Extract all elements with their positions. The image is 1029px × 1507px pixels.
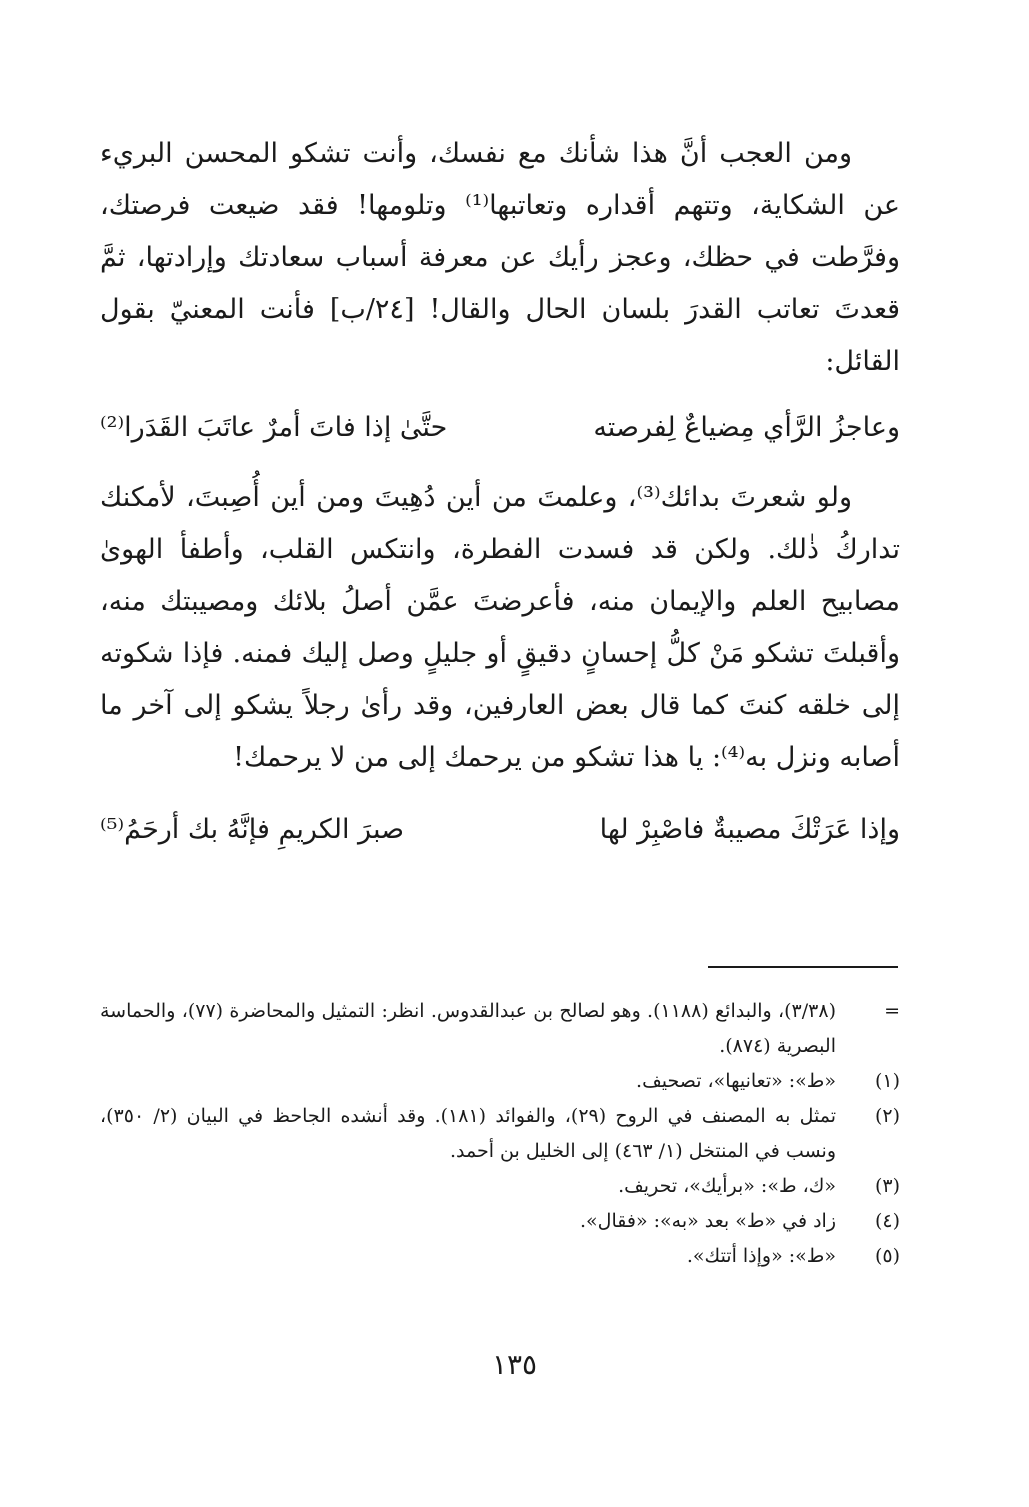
verse-1-first-hemistich: وعاجزُ الرَّأي مِضياعٌ لِفرصته	[593, 412, 900, 443]
page-number: ١٣٥	[491, 1348, 538, 1381]
footnote-marker: =	[884, 1000, 900, 1022]
footnote-4	[100, 1204, 900, 1239]
verse-2	[100, 804, 900, 856]
main-text	[100, 128, 900, 874]
paragraph-2: ولو شعرتَ بدائك⁽³⁾، وعلمتَ من أين دُهِيتَ ومن أين أُصِبتَ، لأمكنك تداركُ ذٰلك. ولكن قد فسدت الفطرة، وانتكس القلب، وأطفأ الهوىٰ مصابيح العلم والإيمان منه، فأعرضتَ عمَّن أصلُ بلائك ومصيبتك منه، وأقبلتَ تشكو مَنْ كلُّ إحسانٍ دقيقٍ أو جليلٍ وصل إليك فمنه. فإذا شكوته إلى خلقه كنتَ كما قال بعض العارفين، وقد رأىٰ رجلاً يشكو إلى آخر ما أصابه ونزل به⁽⁴⁾: يا هذا تشكو من يرحمك إلى من لا يرحمك!	[100, 482, 900, 773]
footnote-marker: (٤)	[874, 1210, 900, 1232]
verse-1-second-hemistich: حتَّىٰ إذا فاتَ أمرٌ عاتَبَ القَدَرا⁽²⁾	[100, 412, 448, 443]
verse-2-first-hemistich: وإذا عَرَتْكَ مصيبةٌ فاصْبِرْ لها	[599, 814, 900, 845]
footnote-separator	[708, 966, 898, 968]
footnote-marker: (٣)	[874, 1175, 900, 1197]
footnote-2	[100, 1099, 900, 1169]
footnote-text: «ط»: «تعانيها»، تصحيف.	[636, 1070, 836, 1092]
footnote-marker: (٥)	[874, 1245, 900, 1267]
footnote-text: زاد في «ط» بعد «به»: «فقال».	[580, 1210, 836, 1232]
paragraph-1: ومن العجب أنَّ هذا شأنك مع نفسك، وأنت تشكو المحسن البريء عن الشكاية، وتتهم أقداره وتعاتبها⁽¹⁾ وتلومها! فقد ضيعت فرصتك، وفرَّطت في حظك، وعجز رأيك عن معرفة أسباب سعادتك وإرادتها، ثمَّ قعدتَ تعاتب القدرَ بلسان الحال والقال! [٢٤/ب] فأنت المعنيّ بقول القائل:	[100, 138, 900, 377]
footnote-marker: (١)	[874, 1070, 900, 1092]
footnote-text: «ك، ط»: «برأيك»، تحريف.	[618, 1175, 836, 1197]
footnote-3	[100, 1169, 900, 1204]
footnote-text: (٣/٣٨)، والبدائع (١١٨٨). وهو لصالح بن عبدالقدوس. انظر: التمثيل والمحاضرة (٧٧)، والحماسة البصرية (٨٧٤).	[100, 1000, 836, 1057]
footnote-5	[100, 1239, 900, 1274]
verse-1	[100, 402, 900, 454]
footnote-continuation	[100, 994, 900, 1064]
footnote-1	[100, 1064, 900, 1099]
footnote-text: تمثل به المصنف في الروح (٢٩)، والفوائد (١٨١). وقد أنشده الجاحظ في البيان (٢/ ٣٥٠)، ونسب في المنتخل (١/ ٤٦٣) إلى الخليل بن أحمد.	[100, 1105, 837, 1162]
footnotes	[100, 994, 900, 1274]
footnote-marker: (٢)	[874, 1105, 900, 1127]
footnote-text: «ط»: «وإذا أتتك».	[686, 1245, 836, 1267]
verse-2-second-hemistich: صبرَ الكريمِ فإنَّهُ بك أرحَمُ⁽⁵⁾	[100, 814, 405, 845]
